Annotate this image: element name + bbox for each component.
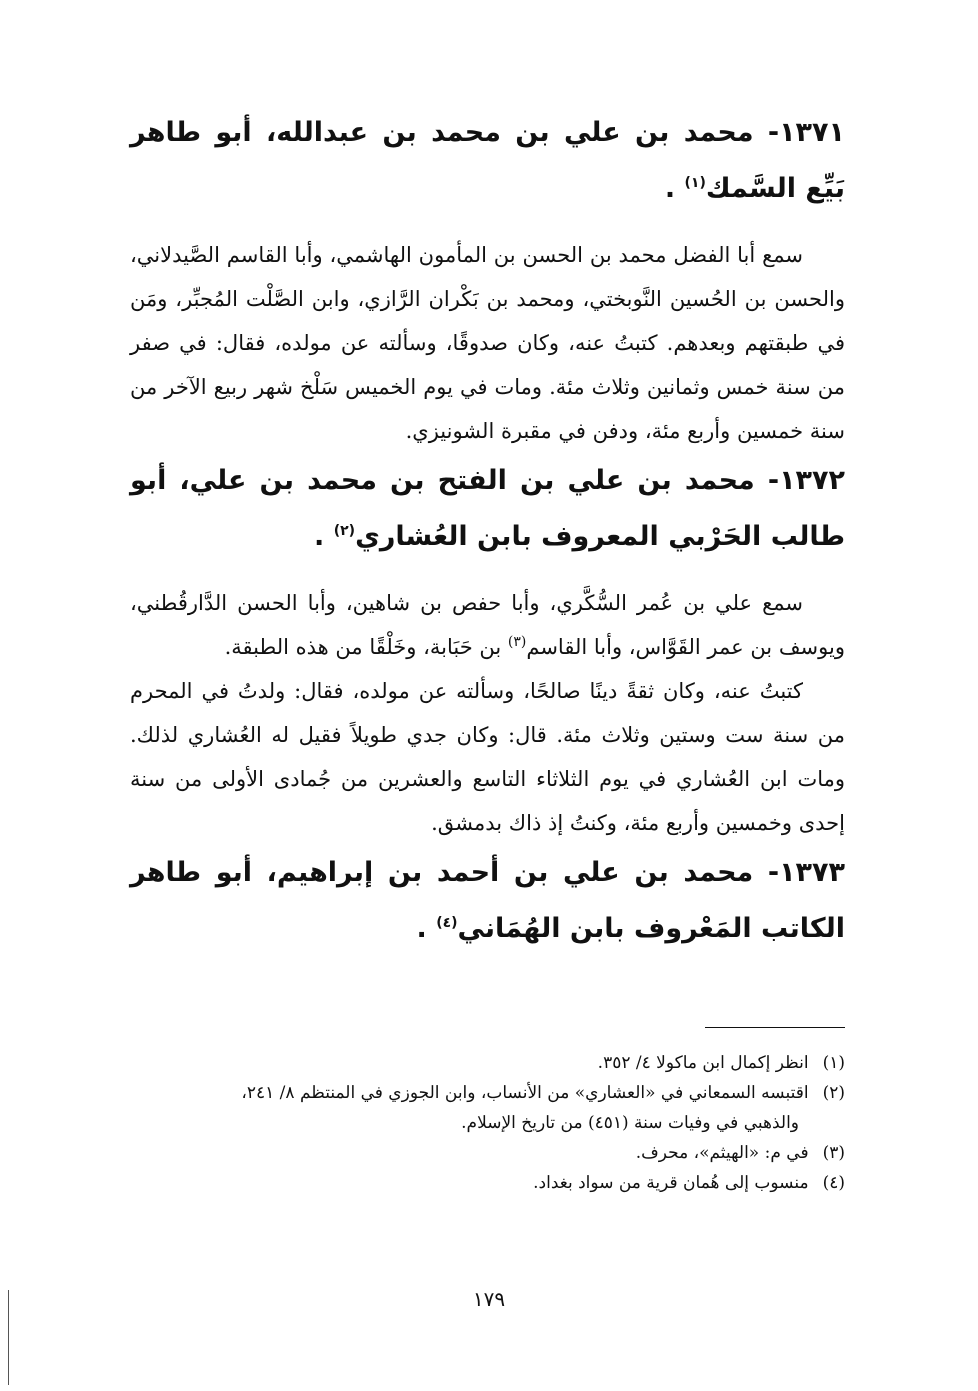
entry-paragraph: سمع أبا الفضل محمد بن الحسن بن المأمون الهاشمي، وأبا القاسم الصَّيدلاني، والحسن بن الحُسين النَّوبختي، ومحمد بن بَكْران الرَّازي، وابن الصَّلْت المُجبِّر، ومَن في طبقتهم وبعدهم. كتبتُ عنه، وكان صدوقًا، وسألته عن مولده، فقال: في صفر من سنة خمس وثمانين وثلاث مئة. ومات في يوم الخميس سَلْخ شهر ربيع الآخر من سنة خمسين وأربع مئة، ودفن في مقبرة الشونيزي. bbox=[130, 243, 845, 443]
footnote-text: انظر إكمال ابن ماكولا ٤/ ٣٥٢. bbox=[597, 1053, 809, 1073]
heading-end: . bbox=[664, 173, 685, 204]
paragraph-text: سمع علي بن عُمر السُّكَّري، وأبا حفص بن شاهين، وأبا الحسن الدَّارقُطني، ويوسف بن عمر القَوَّاس، وأبا القاسم bbox=[130, 591, 845, 659]
page-body bbox=[130, 95, 845, 957]
entry-heading-1373 bbox=[130, 845, 845, 957]
footnote-4 bbox=[150, 1168, 845, 1198]
footnote-text: اقتبسه السمعاني في «العشاري» من الأنساب، وابن الجوزي في المنتظم ٨/ ٢٤١، bbox=[241, 1083, 809, 1103]
footnote-divider bbox=[705, 1027, 845, 1028]
footnote-2 bbox=[150, 1078, 845, 1108]
footnote-number: (٤) bbox=[822, 1173, 845, 1193]
footnote-text: في م: «الهيثم»، محرف. bbox=[635, 1143, 809, 1163]
footnote-1 bbox=[150, 1048, 845, 1078]
heading-end: . bbox=[416, 913, 437, 944]
footnote-ref: (١) bbox=[684, 175, 706, 191]
entry-heading-text: ١٣٧١- محمد بن علي بن محمد بن عبدالله، أبو طاهر بَيِّع السَّمك bbox=[130, 117, 845, 204]
paragraph-text: بن حَبَابة، وخَلْقًا من هذه الطبقة. bbox=[224, 635, 508, 659]
entry-heading-text: ١٣٧٣- محمد بن علي بن أحمد بن إبراهيم، أبو طاهر الكاتب المَعْروف بابن الهُمَاني bbox=[130, 857, 845, 944]
entry-heading-1371 bbox=[130, 105, 845, 217]
footnote-ref: (٣) bbox=[507, 634, 527, 650]
heading-end: . bbox=[314, 521, 334, 552]
entry-heading-text: ١٣٧٢- محمد بن علي بن الفتح بن محمد بن علي، أبو طالب الحَرْبي المعروف بابن العُشاري bbox=[130, 465, 845, 552]
footnote-ref: (٢) bbox=[333, 523, 356, 539]
entry-heading-1372 bbox=[130, 453, 845, 565]
footnotes bbox=[150, 1048, 845, 1198]
footnote-3 bbox=[150, 1138, 845, 1168]
footnote-number: (٢) bbox=[822, 1083, 845, 1103]
footnote-text: منسوب إلى هُمان قرية من سواد بغداد. bbox=[533, 1173, 809, 1193]
entry-paragraph: كتبتُ عنه، وكان ثقةً دينًا صالحًا، وسألته عن مولده، فقال: ولدتُ في المحرم من سنة ست وستين وثلاث مئة. قال: وكان جدي طويلاً فقيل له العُشاري لذلك. ومات ابن العُشاري في يوم الثلاثاء التاسع والعشرين من جُمادى الأولى من سنة إحدى وخمسين وأربع مئة، وكنتُ إذ ذاك بدمشق. bbox=[130, 679, 845, 835]
footnote-ref: (٤) bbox=[436, 915, 458, 931]
footnote-number: (٣) bbox=[822, 1143, 845, 1163]
scan-margin-line bbox=[8, 1290, 9, 1385]
footnote-2-continued: والذهبي في وفيات سنة (٤٥١) من تاريخ الإسلام. bbox=[461, 1113, 799, 1133]
entry-paragraph bbox=[130, 581, 845, 669]
page-number: ١٧٩ bbox=[472, 1287, 506, 1311]
footnote-number: (١) bbox=[822, 1053, 845, 1073]
